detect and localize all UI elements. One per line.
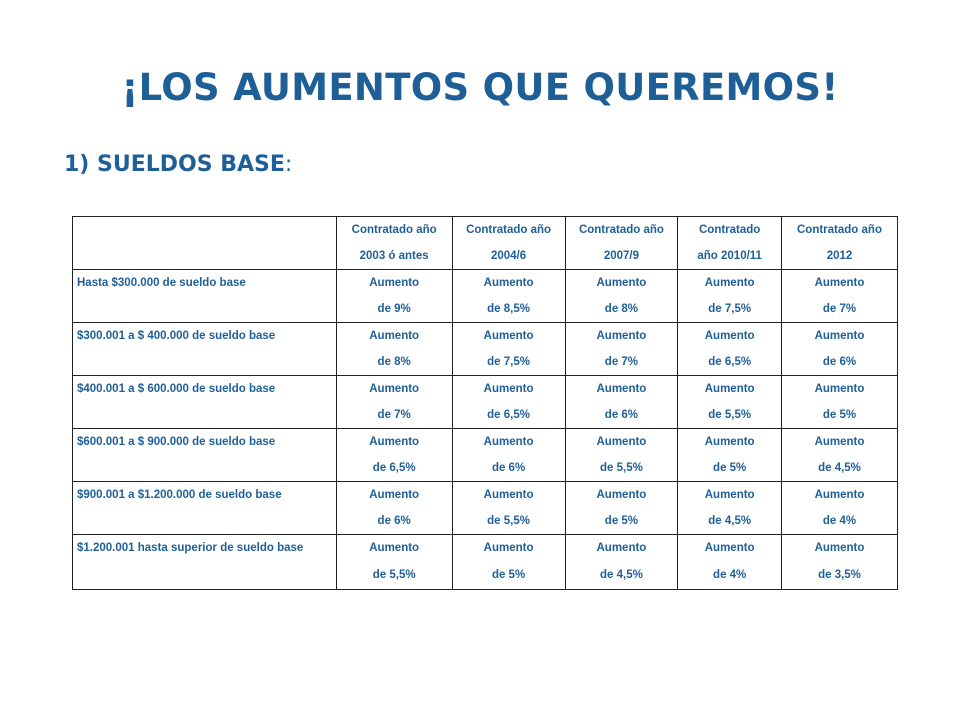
header-corner-cell — [73, 217, 337, 270]
increase-value: de 7% — [822, 303, 857, 315]
increase-label: Aumento — [704, 436, 755, 448]
row-label-cell — [73, 429, 337, 482]
section-heading-colon: : — [284, 152, 293, 177]
increase-label: Aumento — [814, 330, 865, 342]
table-body — [73, 270, 898, 590]
increase-cell — [781, 535, 897, 590]
increase-value: de 8% — [604, 303, 639, 315]
increase-cell — [678, 376, 782, 429]
increase-label: Aumento — [369, 489, 420, 501]
header-line: Contratado año — [466, 224, 552, 236]
increase-value: de 6% — [822, 356, 857, 368]
header-cell — [336, 217, 452, 270]
increase-cell — [565, 482, 678, 535]
increase-value: de 6,5% — [487, 409, 530, 421]
increase-label: Aumento — [596, 330, 647, 342]
increase-cell — [336, 376, 452, 429]
increase-label: Aumento — [483, 383, 534, 395]
increase-cell — [781, 429, 897, 482]
increase-value: de 5,5% — [372, 569, 416, 581]
row-label-cell — [73, 482, 337, 535]
header-line: 2004/6 — [490, 250, 527, 262]
page-title: ¡LOS AUMENTOS QUE QUEREMOS! — [121, 66, 839, 109]
increase-label: Aumento — [369, 277, 420, 289]
row-label: $1.200.001 hasta superior de sueldo base — [77, 542, 304, 554]
increase-cell — [781, 270, 897, 323]
increase-label: Aumento — [483, 436, 534, 448]
header-line: Contratado — [699, 224, 761, 236]
increase-label: Aumento — [814, 436, 865, 448]
table-row — [73, 482, 898, 535]
increase-value: de 8,5% — [487, 303, 530, 315]
table-header-row — [73, 217, 898, 270]
increase-value: de 3,5% — [818, 569, 861, 581]
increase-cell — [678, 323, 782, 376]
row-label-cell — [73, 376, 337, 429]
row-label: Hasta $300.000 de sueldo base — [77, 277, 246, 289]
increase-label: Aumento — [369, 436, 420, 448]
increase-cell — [452, 535, 565, 590]
table-row — [73, 323, 898, 376]
increase-label: Aumento — [369, 383, 420, 395]
increase-label: Aumento — [596, 542, 647, 554]
increase-cell — [565, 376, 678, 429]
increase-label: Aumento — [704, 489, 755, 501]
increase-label: Aumento — [369, 542, 420, 554]
row-label: $600.001 a $ 900.000 de sueldo base — [77, 436, 276, 448]
increase-value: de 4% — [713, 569, 747, 581]
increase-label: Aumento — [483, 330, 534, 342]
increase-value: de 5% — [491, 569, 526, 581]
row-label: $900.001 a $1.200.000 de sueldo base — [77, 489, 282, 501]
increase-cell — [336, 323, 452, 376]
increase-value: de 6,5% — [708, 356, 752, 368]
increase-label: Aumento — [596, 277, 647, 289]
header-cell — [452, 217, 565, 270]
increase-cell — [452, 270, 565, 323]
increase-value: de 5% — [713, 462, 747, 474]
increase-cell — [452, 429, 565, 482]
increase-cell — [565, 535, 678, 590]
increase-value: de 7% — [377, 409, 411, 421]
increase-label: Aumento — [483, 542, 534, 554]
increase-value: de 9% — [377, 303, 411, 315]
increase-value: de 6% — [604, 409, 639, 421]
increase-label: Aumento — [369, 330, 420, 342]
increase-cell — [336, 429, 452, 482]
increase-label: Aumento — [814, 542, 865, 554]
increase-cell — [678, 429, 782, 482]
increase-label: Aumento — [483, 277, 534, 289]
salary-increase-table — [72, 216, 898, 590]
increase-label: Aumento — [704, 277, 755, 289]
increase-cell — [781, 323, 897, 376]
header-line: Contratado año — [797, 224, 882, 236]
table-row — [73, 429, 898, 482]
increase-cell — [336, 482, 452, 535]
section-heading-text: 1) SUELDOS BASE — [64, 152, 285, 177]
increase-value: de 4,5% — [600, 569, 643, 581]
increase-label: Aumento — [596, 436, 647, 448]
increase-label: Aumento — [704, 383, 755, 395]
increase-cell — [678, 535, 782, 590]
section-heading — [64, 152, 292, 177]
increase-value: de 5,5% — [487, 515, 530, 527]
increase-value: de 5% — [822, 409, 857, 421]
increase-label: Aumento — [814, 489, 865, 501]
header-line: año 2010/11 — [697, 250, 762, 262]
increase-cell — [336, 270, 452, 323]
increase-label: Aumento — [814, 383, 865, 395]
increase-cell — [678, 482, 782, 535]
header-line: 2012 — [826, 250, 853, 262]
table-row — [73, 270, 898, 323]
increase-value: de 7% — [604, 356, 639, 368]
increase-label: Aumento — [704, 542, 755, 554]
increase-value: de 6,5% — [372, 462, 416, 474]
increase-value: de 7,5% — [487, 356, 530, 368]
increase-cell — [336, 535, 452, 590]
increase-cell — [452, 376, 565, 429]
increase-label: Aumento — [704, 330, 755, 342]
increase-value: de 4% — [822, 515, 857, 527]
increase-value: de 4,5% — [818, 462, 861, 474]
increase-value: de 4,5% — [708, 515, 752, 527]
header-line: 2007/9 — [603, 250, 640, 262]
header-cell — [678, 217, 782, 270]
increase-value: de 5% — [604, 515, 639, 527]
increase-cell — [781, 376, 897, 429]
increase-value: de 5,5% — [708, 409, 752, 421]
increase-cell — [565, 429, 678, 482]
increase-cell — [452, 323, 565, 376]
increase-value: de 8% — [377, 356, 411, 368]
increase-value: de 6% — [491, 462, 526, 474]
increase-label: Aumento — [814, 277, 865, 289]
increase-value: de 5,5% — [600, 462, 643, 474]
increase-cell — [452, 482, 565, 535]
row-label-cell — [73, 535, 337, 590]
header-cell — [781, 217, 897, 270]
row-label-cell — [73, 323, 337, 376]
header-line: Contratado año — [351, 224, 437, 236]
header-line: 2003 ó antes — [359, 250, 429, 262]
increase-value: de 7,5% — [708, 303, 752, 315]
increase-label: Aumento — [483, 489, 534, 501]
header-cell — [565, 217, 678, 270]
row-label: $300.001 a $ 400.000 de sueldo base — [77, 330, 276, 342]
header-line: Contratado año — [578, 224, 664, 236]
increase-cell — [678, 270, 782, 323]
row-label: $400.001 a $ 600.000 de sueldo base — [77, 383, 276, 395]
table-row — [73, 376, 898, 429]
increase-cell — [781, 482, 897, 535]
increase-value: de 6% — [377, 515, 411, 527]
increase-label: Aumento — [596, 383, 647, 395]
increase-cell — [565, 270, 678, 323]
row-label-cell — [73, 270, 337, 323]
table-row — [73, 535, 898, 590]
increase-cell — [565, 323, 678, 376]
increase-label: Aumento — [596, 489, 647, 501]
